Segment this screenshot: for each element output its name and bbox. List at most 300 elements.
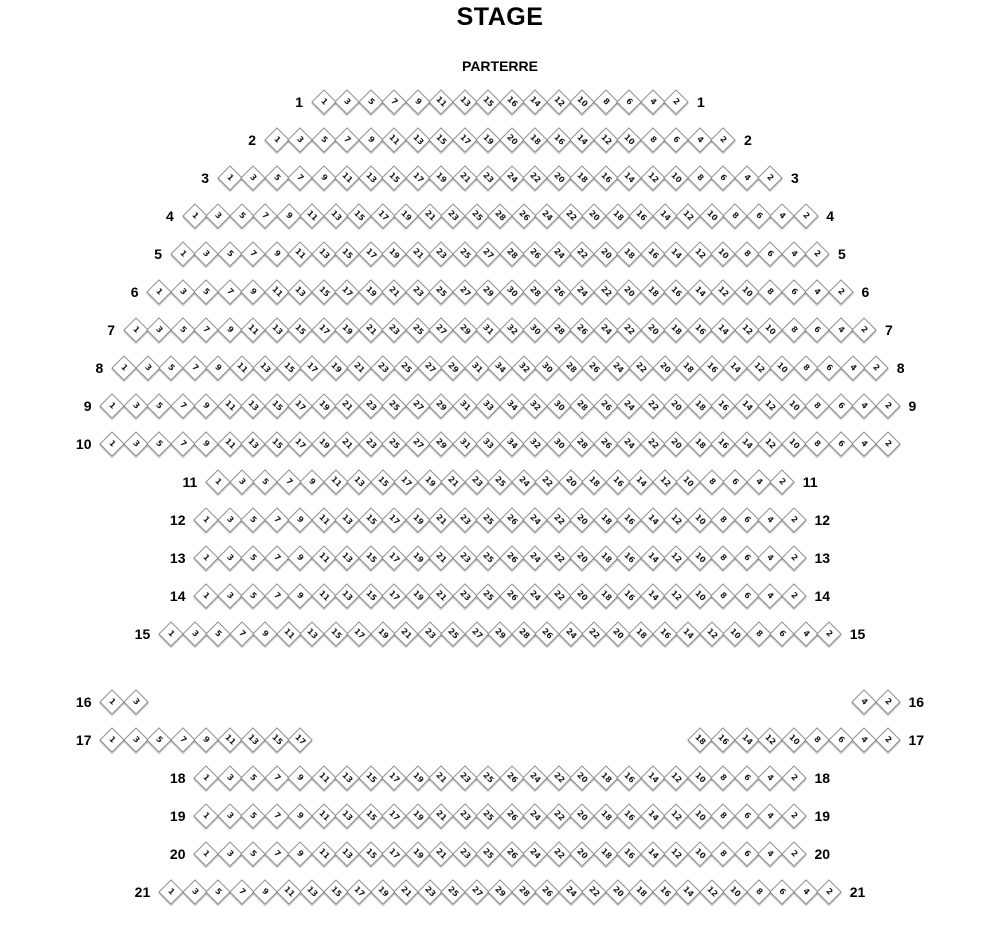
seat[interactable]: [383, 508, 407, 532]
seat[interactable]: [430, 90, 454, 114]
seat[interactable]: [782, 394, 806, 418]
seat[interactable]: [324, 880, 348, 904]
seat[interactable]: [594, 128, 618, 152]
seat[interactable]: [782, 318, 806, 342]
seat[interactable]: [336, 804, 360, 828]
seat[interactable]: [782, 280, 806, 304]
seat[interactable]: [300, 356, 324, 380]
seat[interactable]: [336, 166, 360, 190]
seat[interactable]: [336, 508, 360, 532]
seat[interactable]: [265, 842, 289, 866]
seat[interactable]: [688, 584, 712, 608]
seat[interactable]: [230, 622, 254, 646]
seat[interactable]: [735, 842, 759, 866]
seat[interactable]: [383, 432, 407, 456]
seat[interactable]: [782, 508, 806, 532]
seat[interactable]: [289, 842, 313, 866]
seat[interactable]: [629, 470, 653, 494]
seat[interactable]: [524, 394, 548, 418]
seat[interactable]: [535, 356, 559, 380]
seat[interactable]: [430, 166, 454, 190]
seat[interactable]: [700, 204, 724, 228]
seat[interactable]: [430, 242, 454, 266]
seat[interactable]: [641, 842, 665, 866]
seat[interactable]: [547, 842, 571, 866]
seat[interactable]: [336, 432, 360, 456]
seat[interactable]: [594, 546, 618, 570]
seat[interactable]: [336, 584, 360, 608]
seat[interactable]: [206, 204, 230, 228]
seat[interactable]: [453, 128, 477, 152]
seat[interactable]: [265, 508, 289, 532]
seat[interactable]: [265, 394, 289, 418]
seat[interactable]: [712, 432, 736, 456]
seat[interactable]: [359, 766, 383, 790]
seat[interactable]: [629, 356, 653, 380]
seat[interactable]: [712, 394, 736, 418]
seat[interactable]: [500, 842, 524, 866]
seat[interactable]: [359, 280, 383, 304]
seat[interactable]: [347, 356, 371, 380]
seat[interactable]: [547, 280, 571, 304]
seat[interactable]: [817, 622, 841, 646]
seat[interactable]: [500, 394, 524, 418]
seat[interactable]: [676, 880, 700, 904]
seat[interactable]: [500, 128, 524, 152]
seat[interactable]: [124, 318, 148, 342]
seat[interactable]: [277, 470, 301, 494]
seat[interactable]: [512, 204, 536, 228]
seat[interactable]: [547, 804, 571, 828]
seat[interactable]: [606, 356, 630, 380]
seat[interactable]: [524, 842, 548, 866]
seat[interactable]: [453, 842, 477, 866]
seat[interactable]: [641, 166, 665, 190]
seat[interactable]: [441, 204, 465, 228]
seat[interactable]: [700, 622, 724, 646]
seat[interactable]: [359, 166, 383, 190]
seat[interactable]: [394, 470, 418, 494]
seat[interactable]: [265, 166, 289, 190]
seat[interactable]: [618, 842, 642, 866]
seat[interactable]: [277, 880, 301, 904]
seat[interactable]: [512, 880, 536, 904]
seat[interactable]: [289, 394, 313, 418]
seat[interactable]: [195, 584, 219, 608]
seat[interactable]: [101, 432, 125, 456]
seat[interactable]: [465, 204, 489, 228]
seat[interactable]: [430, 804, 454, 828]
seat[interactable]: [606, 622, 630, 646]
seat[interactable]: [735, 508, 759, 532]
seat[interactable]: [430, 842, 454, 866]
seat[interactable]: [418, 470, 442, 494]
seat[interactable]: [265, 766, 289, 790]
seat[interactable]: [547, 242, 571, 266]
seat[interactable]: [195, 508, 219, 532]
seat[interactable]: [242, 508, 266, 532]
seat[interactable]: [477, 242, 501, 266]
seat[interactable]: [547, 508, 571, 532]
seat[interactable]: [817, 880, 841, 904]
seat[interactable]: [195, 842, 219, 866]
seat[interactable]: [383, 804, 407, 828]
seat[interactable]: [735, 728, 759, 752]
seat[interactable]: [371, 622, 395, 646]
seat[interactable]: [782, 766, 806, 790]
seat[interactable]: [453, 432, 477, 456]
seat[interactable]: [524, 166, 548, 190]
seat[interactable]: [876, 432, 900, 456]
seat[interactable]: [406, 546, 430, 570]
seat[interactable]: [606, 880, 630, 904]
seat[interactable]: [594, 432, 618, 456]
seat[interactable]: [324, 356, 348, 380]
seat[interactable]: [159, 622, 183, 646]
seat[interactable]: [500, 318, 524, 342]
seat[interactable]: [289, 728, 313, 752]
seat[interactable]: [618, 166, 642, 190]
seat[interactable]: [782, 804, 806, 828]
seat[interactable]: [101, 728, 125, 752]
seat[interactable]: [571, 508, 595, 532]
seat[interactable]: [394, 204, 418, 228]
seat[interactable]: [218, 166, 242, 190]
seat[interactable]: [665, 804, 689, 828]
seat[interactable]: [629, 880, 653, 904]
seat[interactable]: [418, 880, 442, 904]
seat[interactable]: [183, 622, 207, 646]
seat[interactable]: [453, 584, 477, 608]
seat[interactable]: [571, 842, 595, 866]
seat[interactable]: [759, 166, 783, 190]
seat[interactable]: [171, 280, 195, 304]
seat[interactable]: [594, 166, 618, 190]
seat[interactable]: [500, 804, 524, 828]
seat[interactable]: [688, 766, 712, 790]
seat[interactable]: [488, 470, 512, 494]
seat[interactable]: [112, 356, 136, 380]
seat[interactable]: [206, 356, 230, 380]
seat[interactable]: [806, 242, 830, 266]
seat[interactable]: [712, 728, 736, 752]
seat[interactable]: [688, 432, 712, 456]
seat[interactable]: [524, 508, 548, 532]
seat[interactable]: [406, 280, 430, 304]
seat[interactable]: [336, 394, 360, 418]
seat[interactable]: [406, 432, 430, 456]
seat[interactable]: [183, 204, 207, 228]
seat[interactable]: [524, 90, 548, 114]
seat[interactable]: [782, 584, 806, 608]
seat[interactable]: [195, 432, 219, 456]
seat[interactable]: [547, 766, 571, 790]
seat[interactable]: [712, 166, 736, 190]
seat[interactable]: [406, 394, 430, 418]
seat[interactable]: [488, 622, 512, 646]
seat[interactable]: [359, 804, 383, 828]
seat[interactable]: [347, 204, 371, 228]
seat[interactable]: [735, 584, 759, 608]
seat[interactable]: [676, 470, 700, 494]
seat[interactable]: [242, 842, 266, 866]
seat[interactable]: [524, 766, 548, 790]
seat[interactable]: [312, 166, 336, 190]
seat[interactable]: [148, 394, 172, 418]
seat[interactable]: [277, 356, 301, 380]
seat[interactable]: [735, 318, 759, 342]
seat[interactable]: [230, 470, 254, 494]
seat[interactable]: [876, 728, 900, 752]
seat[interactable]: [300, 470, 324, 494]
seat[interactable]: [712, 318, 736, 342]
seat[interactable]: [618, 584, 642, 608]
seat[interactable]: [688, 166, 712, 190]
seat[interactable]: [477, 166, 501, 190]
seat[interactable]: [782, 728, 806, 752]
seat[interactable]: [618, 318, 642, 342]
seat[interactable]: [723, 880, 747, 904]
seat[interactable]: [829, 728, 853, 752]
seat[interactable]: [571, 280, 595, 304]
seat[interactable]: [759, 766, 783, 790]
seat[interactable]: [312, 318, 336, 342]
seat[interactable]: [618, 90, 642, 114]
seat[interactable]: [641, 766, 665, 790]
seat[interactable]: [371, 470, 395, 494]
seat[interactable]: [218, 804, 242, 828]
seat[interactable]: [430, 280, 454, 304]
seat[interactable]: [148, 728, 172, 752]
seat[interactable]: [747, 204, 771, 228]
seat[interactable]: [641, 804, 665, 828]
seat[interactable]: [876, 394, 900, 418]
seat[interactable]: [265, 584, 289, 608]
seat[interactable]: [453, 90, 477, 114]
seat[interactable]: [735, 166, 759, 190]
seat[interactable]: [641, 280, 665, 304]
seat[interactable]: [759, 508, 783, 532]
seat[interactable]: [618, 280, 642, 304]
seat[interactable]: [383, 766, 407, 790]
seat[interactable]: [488, 880, 512, 904]
seat[interactable]: [770, 880, 794, 904]
seat[interactable]: [430, 432, 454, 456]
seat[interactable]: [700, 356, 724, 380]
seat[interactable]: [770, 622, 794, 646]
seat[interactable]: [477, 584, 501, 608]
seat[interactable]: [242, 728, 266, 752]
seat[interactable]: [406, 766, 430, 790]
seat[interactable]: [841, 356, 865, 380]
seat[interactable]: [676, 622, 700, 646]
seat[interactable]: [359, 546, 383, 570]
seat[interactable]: [676, 204, 700, 228]
seat[interactable]: [336, 318, 360, 342]
seat[interactable]: [665, 766, 689, 790]
seat[interactable]: [430, 508, 454, 532]
seat[interactable]: [148, 280, 172, 304]
seat[interactable]: [559, 356, 583, 380]
seat[interactable]: [712, 842, 736, 866]
seat[interactable]: [206, 622, 230, 646]
seat[interactable]: [430, 584, 454, 608]
seat[interactable]: [806, 728, 830, 752]
seat[interactable]: [712, 804, 736, 828]
seat[interactable]: [336, 842, 360, 866]
seat[interactable]: [441, 356, 465, 380]
seat[interactable]: [735, 766, 759, 790]
seat[interactable]: [571, 318, 595, 342]
seat[interactable]: [242, 766, 266, 790]
seat[interactable]: [383, 842, 407, 866]
seat[interactable]: [547, 584, 571, 608]
seat[interactable]: [406, 318, 430, 342]
seat[interactable]: [535, 470, 559, 494]
seat[interactable]: [653, 204, 677, 228]
seat[interactable]: [594, 804, 618, 828]
seat[interactable]: [688, 318, 712, 342]
seat[interactable]: [582, 470, 606, 494]
seat[interactable]: [477, 432, 501, 456]
seat[interactable]: [383, 166, 407, 190]
seat[interactable]: [759, 394, 783, 418]
seat[interactable]: [512, 356, 536, 380]
seat[interactable]: [723, 204, 747, 228]
seat[interactable]: [312, 804, 336, 828]
seat[interactable]: [383, 318, 407, 342]
seat[interactable]: [383, 546, 407, 570]
seat[interactable]: [594, 242, 618, 266]
seat[interactable]: [571, 242, 595, 266]
seat[interactable]: [524, 546, 548, 570]
seat[interactable]: [312, 394, 336, 418]
seat[interactable]: [712, 584, 736, 608]
seat[interactable]: [688, 546, 712, 570]
seat[interactable]: [383, 242, 407, 266]
seat[interactable]: [488, 356, 512, 380]
seat[interactable]: [218, 242, 242, 266]
seat[interactable]: [629, 622, 653, 646]
seat[interactable]: [665, 584, 689, 608]
seat[interactable]: [171, 394, 195, 418]
seat[interactable]: [524, 128, 548, 152]
seat[interactable]: [665, 508, 689, 532]
seat[interactable]: [688, 394, 712, 418]
seat[interactable]: [759, 804, 783, 828]
seat[interactable]: [359, 318, 383, 342]
seat[interactable]: [806, 432, 830, 456]
seat[interactable]: [195, 318, 219, 342]
seat[interactable]: [289, 166, 313, 190]
seat[interactable]: [359, 394, 383, 418]
seat[interactable]: [500, 280, 524, 304]
seat[interactable]: [535, 622, 559, 646]
seat[interactable]: [500, 90, 524, 114]
seat[interactable]: [794, 880, 818, 904]
seat[interactable]: [712, 128, 736, 152]
seat[interactable]: [253, 880, 277, 904]
seat[interactable]: [218, 508, 242, 532]
seat[interactable]: [641, 128, 665, 152]
seat[interactable]: [759, 728, 783, 752]
seat[interactable]: [735, 394, 759, 418]
seat[interactable]: [571, 432, 595, 456]
seat[interactable]: [747, 880, 771, 904]
seat[interactable]: [829, 432, 853, 456]
seat[interactable]: [876, 690, 900, 714]
seat[interactable]: [465, 470, 489, 494]
seat[interactable]: [312, 280, 336, 304]
seat[interactable]: [359, 842, 383, 866]
seat[interactable]: [606, 470, 630, 494]
seat[interactable]: [665, 394, 689, 418]
seat[interactable]: [265, 280, 289, 304]
seat[interactable]: [477, 128, 501, 152]
seat[interactable]: [441, 470, 465, 494]
seat[interactable]: [218, 766, 242, 790]
seat[interactable]: [359, 242, 383, 266]
seat[interactable]: [488, 204, 512, 228]
seat[interactable]: [465, 880, 489, 904]
seat[interactable]: [723, 356, 747, 380]
seat[interactable]: [594, 584, 618, 608]
seat[interactable]: [312, 508, 336, 532]
seat[interactable]: [712, 280, 736, 304]
seat[interactable]: [312, 546, 336, 570]
seat[interactable]: [148, 432, 172, 456]
seat[interactable]: [195, 546, 219, 570]
seat[interactable]: [289, 766, 313, 790]
seat[interactable]: [712, 546, 736, 570]
seat[interactable]: [665, 318, 689, 342]
seat[interactable]: [312, 584, 336, 608]
seat[interactable]: [735, 280, 759, 304]
seat[interactable]: [230, 356, 254, 380]
seat[interactable]: [359, 128, 383, 152]
seat[interactable]: [653, 356, 677, 380]
seat[interactable]: [195, 766, 219, 790]
seat[interactable]: [324, 622, 348, 646]
seat[interactable]: [242, 546, 266, 570]
seat[interactable]: [582, 356, 606, 380]
seat[interactable]: [465, 356, 489, 380]
seat[interactable]: [383, 280, 407, 304]
seat[interactable]: [618, 546, 642, 570]
seat[interactable]: [571, 90, 595, 114]
seat[interactable]: [571, 166, 595, 190]
seat[interactable]: [312, 128, 336, 152]
seat[interactable]: [594, 280, 618, 304]
seat[interactable]: [606, 204, 630, 228]
seat[interactable]: [312, 242, 336, 266]
seat[interactable]: [547, 546, 571, 570]
seat[interactable]: [547, 394, 571, 418]
seat[interactable]: [430, 766, 454, 790]
seat[interactable]: [547, 318, 571, 342]
seat[interactable]: [477, 90, 501, 114]
seat[interactable]: [136, 356, 160, 380]
seat[interactable]: [794, 622, 818, 646]
seat[interactable]: [430, 128, 454, 152]
seat[interactable]: [665, 546, 689, 570]
seat[interactable]: [289, 508, 313, 532]
seat[interactable]: [101, 394, 125, 418]
seat[interactable]: [582, 204, 606, 228]
seat[interactable]: [406, 804, 430, 828]
seat[interactable]: [265, 128, 289, 152]
seat[interactable]: [359, 584, 383, 608]
